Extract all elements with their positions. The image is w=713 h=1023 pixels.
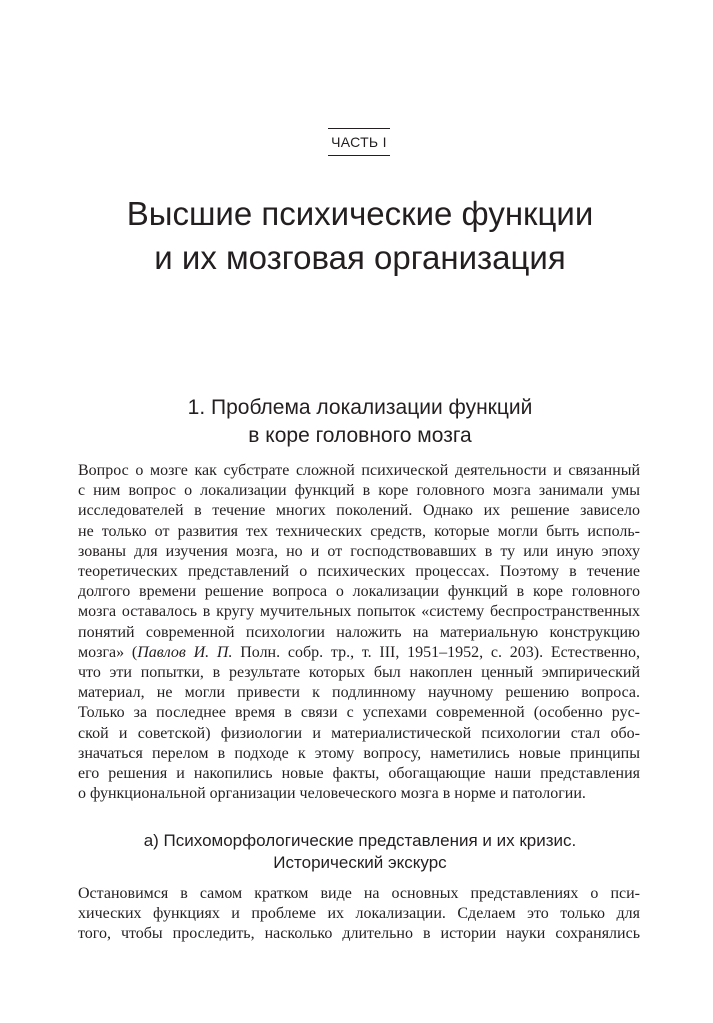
section-title-line: 1. Проблема локализации функций: [187, 396, 533, 419]
text-line: не только от развития тех технических средств, которые могли быть исполь-: [78, 522, 640, 540]
text-line: что эти попытки, в результате которых был накоплен ценный эмпирический: [78, 664, 640, 682]
text-line: исследователей в течение многих поколений. Однако их решение зависело: [78, 502, 640, 520]
citation-rest: Полн. собр. тр., т. III, 1951–1952, с. 203). Естественно,: [232, 643, 641, 661]
text-line: о функциональной организации человеческого мозга в норме и патологии.: [78, 785, 586, 803]
section-title: [60, 394, 660, 450]
subsection-title: [60, 830, 660, 874]
subsection-title-line: а) Психоморфологические представления и их кризис.: [143, 831, 577, 850]
text-line: хических функциях и проблеме их локализации. Сделаем это только для: [78, 905, 640, 923]
chapter-title-line: Высшие психические функции: [126, 195, 594, 232]
part-label: ЧАСТЬ I: [328, 128, 390, 156]
chapter-title-line: и их мозговая организация: [154, 239, 566, 276]
citation-prefix: мозга» (: [78, 643, 138, 661]
text-line: мозга оставалось в кругу мучительных попыток «систему беспространственных: [78, 603, 640, 621]
text-line: ской и советской) физиологии и материалистической психологии стал обо-: [78, 724, 640, 742]
text-line: с ним вопрос о локализации функций в коре головного мозга занимали умы: [78, 482, 640, 500]
text-line: материал, не могли привести к подлинному научному решению вопроса.: [78, 684, 640, 702]
text-line: теоретических представлений о психических процессах. Поэтому в течение: [78, 563, 640, 581]
text-line: Вопрос о мозге как субстрате сложной психической деятельности и связанный: [78, 462, 640, 479]
text-line: Остановимся в самом кратком виде на основных представлениях о пси-: [78, 885, 640, 902]
subsection-title-line: Исторический экскурс: [273, 853, 447, 872]
text-line: Только за последнее время в связи с успехами современной (особенно рус-: [78, 704, 640, 722]
paragraph-1: [78, 461, 640, 804]
text-line: долгого времени решение вопроса о локализации функций в коре головного: [78, 583, 640, 601]
paragraph-2: [78, 884, 640, 945]
citation-author: Павлов И. П.: [137, 643, 233, 661]
text-line-citation: [78, 643, 640, 663]
section-title-line: в коре головного мозга: [248, 424, 472, 447]
text-line: зованы для изучения мозга, но и от господствовавших в ту или иную эпоху: [78, 542, 640, 560]
text-line: того, чтобы проследить, насколько длительно в истории науки сохранялись: [78, 925, 640, 943]
chapter-title: [60, 192, 660, 280]
text-line: его решения и накопились новые факты, обогащающие наши представления: [78, 765, 640, 783]
text-line: значаться перелом в подходе к этому вопросу, наметились новые принципы: [78, 744, 640, 762]
text-line: понятий современной психологии наложить на материальную конструкцию: [78, 623, 640, 641]
